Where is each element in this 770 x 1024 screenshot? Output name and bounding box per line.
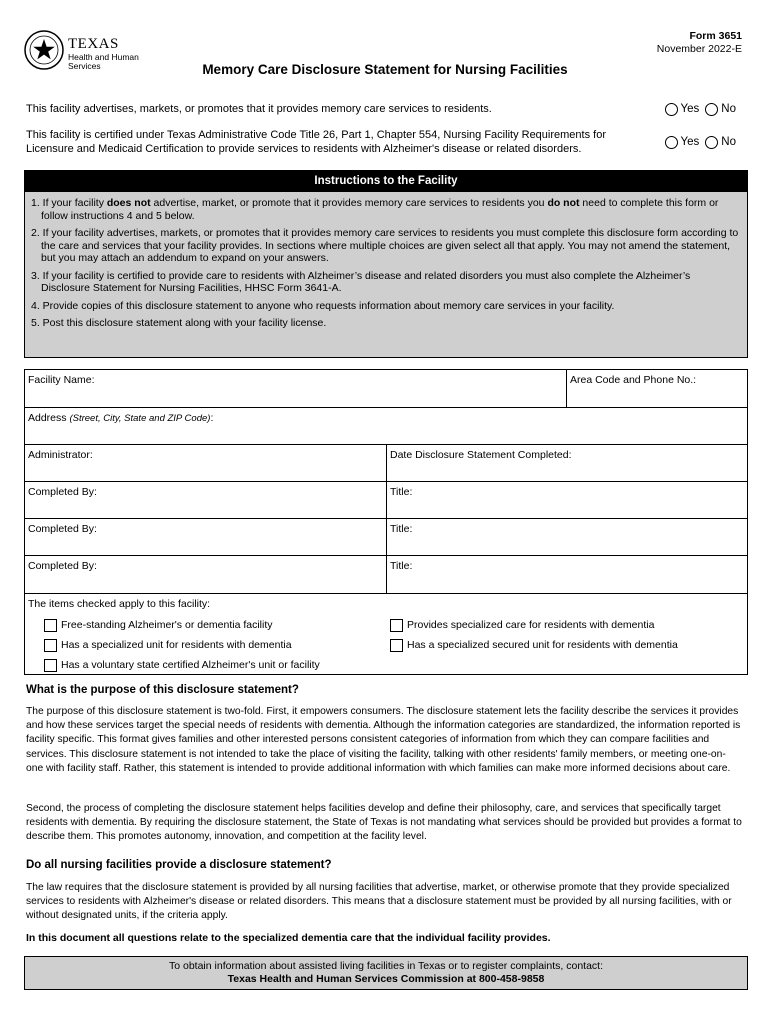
- checklist-heading: The items checked apply to this facility:: [28, 598, 211, 610]
- facility-name-field[interactable]: [25, 370, 566, 407]
- yes-label: Yes: [680, 136, 700, 148]
- checkbox-item[interactable]: [44, 635, 369, 655]
- title-field[interactable]: [386, 482, 747, 518]
- form-identifier: [657, 30, 742, 56]
- checkbox-item[interactable]: [44, 615, 369, 635]
- administrator-field[interactable]: [25, 445, 386, 481]
- logo-subtitle: Health and Human Services: [68, 52, 139, 71]
- completed-by-field[interactable]: [25, 556, 386, 593]
- yes-label: Yes: [680, 103, 700, 115]
- field-label: Title:: [390, 560, 413, 572]
- no-option[interactable]: [705, 102, 736, 116]
- address-field[interactable]: Address (Street, City, State and ZIP Code):: [28, 412, 214, 424]
- question-advertises: [26, 102, 746, 116]
- checkbox-icon[interactable]: [44, 639, 57, 652]
- title-field[interactable]: [386, 556, 747, 593]
- checkbox-label: Has a specialized secured unit for residents with dementia: [407, 639, 678, 651]
- no-option[interactable]: [705, 135, 736, 149]
- page-title: Memory Care Disclosure Statement for Nursing Facilities: [202, 62, 568, 77]
- no-label: No: [721, 103, 736, 115]
- form-row: [25, 370, 747, 408]
- checkbox-label: Provides specialized care for residents with dementia: [407, 619, 655, 631]
- checkbox-item[interactable]: [390, 615, 710, 635]
- radio-circle-icon[interactable]: [665, 136, 678, 149]
- field-label: Area Code and Phone No.:: [570, 374, 697, 386]
- field-label: Title:: [390, 486, 413, 498]
- field-label: Completed By:: [28, 523, 97, 535]
- yes-no-options: [665, 102, 736, 116]
- checklist-right-column: [369, 615, 710, 675]
- checkbox-label: Has a voluntary state certified Alzheimer's unit or facility: [61, 659, 320, 671]
- checkbox-icon[interactable]: [44, 659, 57, 672]
- checkbox-icon[interactable]: [390, 639, 403, 652]
- checklist-left-column: [28, 615, 369, 675]
- no-label: No: [721, 136, 736, 148]
- checkbox-icon[interactable]: [390, 619, 403, 632]
- yes-no-options: [665, 135, 736, 149]
- form-row: [25, 408, 747, 445]
- instructions-list: [25, 192, 747, 330]
- facility-type-checklist: [25, 594, 747, 674]
- title-field[interactable]: [386, 519, 747, 555]
- question-text: This facility advertises, markets, or promotes that it provides memory care services to residents.: [26, 103, 492, 115]
- date-completed-field[interactable]: [386, 445, 747, 481]
- field-label: Date Disclosure Statement Completed:: [390, 449, 572, 461]
- radio-circle-icon[interactable]: [705, 136, 718, 149]
- scope-statement: In this document all questions relate to the specialized dementia care that the individual facility provides.: [26, 932, 551, 944]
- facility-info-form: [24, 369, 748, 675]
- field-label: Administrator:: [28, 449, 93, 461]
- form-row: [25, 519, 747, 556]
- form-date: November 2022-E: [656, 43, 742, 55]
- logo-title: TEXAS: [68, 36, 119, 52]
- checkbox-item[interactable]: [390, 635, 710, 655]
- instruction-item: 4. Provide copies of this disclosure statement to anyone who requests information about memory care services in your facility.: [31, 299, 615, 312]
- completed-by-field[interactable]: [25, 482, 386, 518]
- phone-field[interactable]: [566, 370, 747, 407]
- instruction-item: 3. If your facility is certified to provide care to residents with Alzheimer’s disease and related disorders you must also complete the Alzheimer’s Disclosure Statement for Nursing Facilities, HHSC Form 3641-A.: [31, 269, 691, 294]
- checklist-grid: [28, 615, 744, 675]
- field-label: Title:: [390, 523, 413, 535]
- all-facilities-heading: Do all nursing facilities provide a disclosure statement?: [26, 859, 332, 871]
- yes-option[interactable]: [665, 102, 700, 116]
- contact-footer: [24, 956, 748, 990]
- form-row: [25, 556, 747, 594]
- all-facilities-paragraph: The law requires that the disclosure statement is provided by all nursing facilities that advertise, market, or otherwise promote that they provide specialized services to residents with Alzheimer's disease or related disorders. This means that a disclosure statement must be provided by all nursing facilities, with or without designated units, if the criteria apply.: [26, 882, 732, 922]
- purpose-heading: What is the purpose of this disclosure statement?: [26, 684, 299, 696]
- form-number: Form 3651: [689, 30, 742, 42]
- form-row: [25, 482, 747, 519]
- checkbox-icon[interactable]: [44, 619, 57, 632]
- instruction-item: 2. If your facility advertises, markets, or promotes that it provides memory care services to residents you must complete this disclosure form according to the care and services that your facility provides. In sections where multiple choices are given select all that apply. You may not amend the statement, but you may attach an addendum to expand on your answers.: [31, 227, 739, 264]
- field-label: Completed By:: [28, 486, 97, 498]
- footer-contact: Texas Health and Human Services Commission at 800-458-9858: [227, 973, 545, 985]
- question-text: This facility is certified under Texas Administrative Code Title 26, Part 1, Chapter 554, Nursing Facility Requirements for Licensure and Medicaid Certification to provide services to residents with Alzheimer's disease or related disorders.: [26, 129, 606, 155]
- footer-line: To obtain information about assisted living facilities in Texas or to register complaints, contact:: [168, 960, 604, 972]
- completed-by-field[interactable]: [25, 519, 386, 555]
- instructions-heading: Instructions to the Facility: [25, 171, 747, 192]
- field-label: Facility Name:: [28, 374, 95, 386]
- checkbox-label: Free-standing Alzheimer's or dementia facility: [61, 619, 273, 631]
- field-label: Address: [28, 412, 67, 424]
- radio-circle-icon[interactable]: [705, 103, 718, 116]
- checkbox-item[interactable]: [44, 655, 369, 675]
- checkbox-label: Has a specialized unit for residents with dementia: [61, 639, 292, 651]
- instructions-box: [24, 170, 748, 358]
- instruction-item: 1. If your facility does not advertise, market, or promote that it provides memory care services to residents you do not need to complete this form or follow instructions 4 and 5 below.: [31, 197, 719, 222]
- form-row: [25, 445, 747, 482]
- question-certified: [26, 128, 746, 156]
- instruction-item: 5. Post this disclosure statement along with your facility license.: [31, 317, 327, 329]
- yes-option[interactable]: [665, 135, 700, 149]
- field-label: Completed By:: [28, 560, 97, 572]
- radio-circle-icon[interactable]: [665, 103, 678, 116]
- purpose-paragraph-2: Second, the process of completing the disclosure statement helps facilities develop and define their philosophy, care, and services that specifically target residents with dementia. By requiring the disclosure statement, the State of Texas is not mandating what services should be provided but provides a format to describe them. This promotes autonomy, innovation, and competition at the facility level.: [26, 803, 742, 843]
- field-hint: (Street, City, State and ZIP Code): [69, 413, 211, 424]
- purpose-paragraph-1: The purpose of this disclosure statement is two-fold. First, it empowers consumers. The disclosure statement lets the facility describe the services it provides and how these services target the special needs of residents with dementia. Although the information categories are standardized, the information reported is facility specific. This format gives families and other interested persons consistent categories of information from which they can compare facilities and services. This disclosure statement is not intended to take the place of visiting the facility, talking with other residents' family members, or meeting one-on-one with facility staff. Rather, this statement is intended to provide additional information with which families can make more informed decisions about care.: [26, 706, 741, 774]
